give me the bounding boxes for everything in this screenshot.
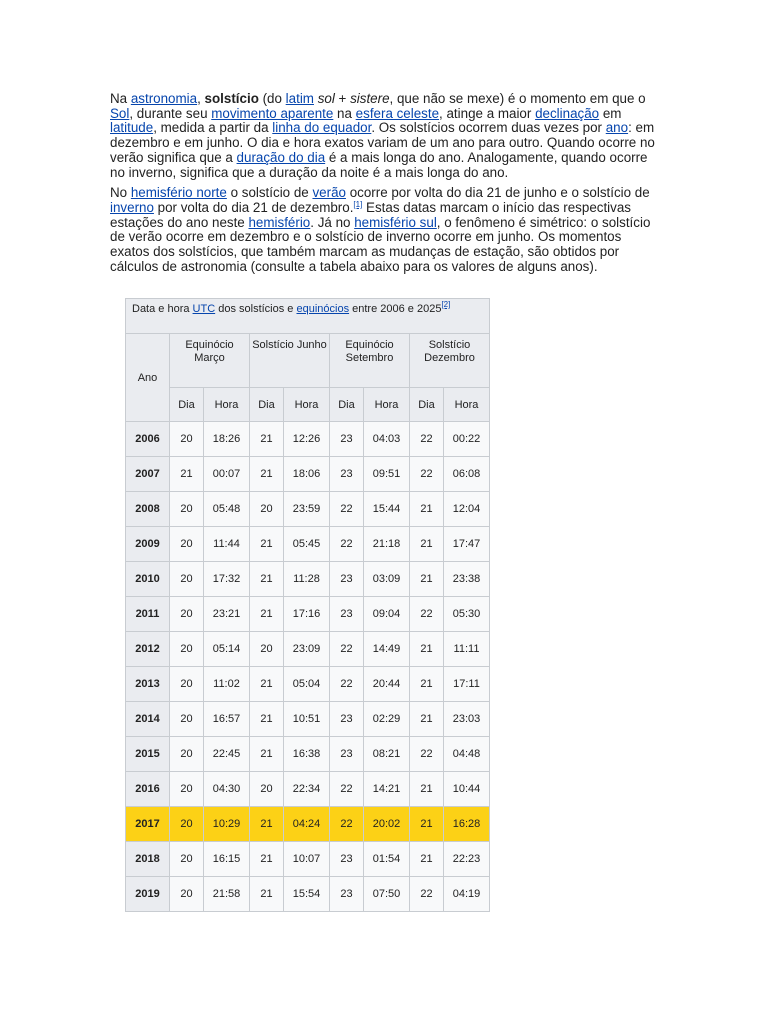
column-header-dia: Dia (330, 388, 364, 422)
text: , (197, 91, 205, 106)
day-cell: 20 (170, 422, 204, 457)
time-cell: 04:19 (444, 877, 490, 912)
reference-1 (353, 200, 362, 209)
text: entre 2006 e 2025 (349, 303, 442, 315)
link-equinocios[interactable]: equinócios (296, 303, 350, 315)
day-cell: 21 (250, 422, 284, 457)
day-cell: 20 (170, 842, 204, 877)
day-cell: 23 (330, 422, 364, 457)
reference-link-2[interactable]: [2] (441, 300, 451, 309)
solstice-table (125, 298, 490, 912)
time-cell: 15:54 (284, 877, 330, 912)
year-cell: 2008 (126, 492, 170, 527)
day-cell: 23 (330, 877, 364, 912)
table-row (126, 807, 490, 842)
day-cell: 21 (410, 842, 444, 877)
time-cell: 05:48 (204, 492, 250, 527)
day-cell: 23 (330, 562, 364, 597)
day-cell: 20 (250, 772, 284, 807)
day-cell: 21 (410, 807, 444, 842)
column-group-equinocio-setembro: Equinócio Setembro (330, 334, 410, 388)
table-row (126, 457, 490, 492)
time-cell: 00:22 (444, 422, 490, 457)
table-row (126, 842, 490, 877)
text: ocorre por volta do dia 21 de junho e o solstício de (345, 185, 650, 201)
text: na (333, 105, 356, 121)
text: : em dezembro e em junho. O dia e hora exatos variam de um ano para outro. Quando ocorre no verão significa que a (110, 120, 655, 165)
year-cell: 2013 (126, 667, 170, 702)
day-cell: 20 (170, 772, 204, 807)
day-cell: 22 (410, 597, 444, 632)
day-cell: 20 (170, 562, 204, 597)
year-cell: 2014 (126, 702, 170, 737)
time-cell: 09:04 (364, 597, 410, 632)
time-cell: 20:44 (364, 667, 410, 702)
paragraph-hemispheres (110, 186, 662, 274)
time-cell: 04:24 (284, 807, 330, 842)
text: . Os solstícios ocorrem duas vezes por (371, 120, 606, 136)
year-cell: 2017 (126, 807, 170, 842)
day-cell: 21 (250, 562, 284, 597)
time-cell: 16:15 (204, 842, 250, 877)
time-cell: 17:11 (444, 667, 490, 702)
day-cell: 20 (170, 667, 204, 702)
column-header-dia: Dia (410, 388, 444, 422)
column-header-dia: Dia (250, 388, 284, 422)
day-cell: 20 (250, 632, 284, 667)
link-movimento-aparente[interactable]: movimento aparente (211, 105, 334, 121)
time-cell: 23:03 (444, 702, 490, 737)
time-cell: 04:48 (444, 737, 490, 772)
day-cell: 21 (410, 527, 444, 562)
day-cell: 22 (330, 527, 364, 562)
day-cell: 21 (250, 877, 284, 912)
link-hemisferio[interactable]: hemisfério (248, 214, 311, 230)
day-cell: 22 (330, 807, 364, 842)
day-cell: 20 (170, 597, 204, 632)
time-cell: 04:03 (364, 422, 410, 457)
text: . Já no (310, 214, 355, 230)
table-row (126, 737, 490, 772)
year-cell: 2018 (126, 842, 170, 877)
time-cell: 17:16 (284, 597, 330, 632)
text: No (110, 185, 131, 201)
time-cell: 20:02 (364, 807, 410, 842)
day-cell: 22 (330, 632, 364, 667)
day-cell: 20 (170, 527, 204, 562)
day-cell: 21 (250, 457, 284, 492)
paragraph-intro (110, 92, 662, 180)
time-cell: 15:44 (364, 492, 410, 527)
day-cell: 20 (170, 632, 204, 667)
time-cell: 23:21 (204, 597, 250, 632)
time-cell: 14:49 (364, 632, 410, 667)
time-cell: 05:45 (284, 527, 330, 562)
day-cell: 21 (410, 667, 444, 702)
day-cell: 21 (410, 772, 444, 807)
day-cell: 21 (250, 667, 284, 702)
column-header-hora: Hora (364, 388, 410, 422)
text: Na (110, 91, 131, 106)
time-cell: 22:45 (204, 737, 250, 772)
time-cell: 22:23 (444, 842, 490, 877)
time-cell: 17:32 (204, 562, 250, 597)
day-cell: 22 (330, 772, 364, 807)
table-row (126, 562, 490, 597)
table-row (126, 702, 490, 737)
day-cell: 20 (170, 877, 204, 912)
reference-2 (441, 300, 450, 309)
day-cell: 20 (170, 492, 204, 527)
link-verao[interactable]: verão (312, 185, 346, 201)
time-cell: 22:34 (284, 772, 330, 807)
day-cell: 23 (330, 702, 364, 737)
year-cell: 2019 (126, 877, 170, 912)
day-cell: 23 (330, 737, 364, 772)
article-content (110, 92, 662, 280)
time-cell: 09:51 (364, 457, 410, 492)
time-cell: 05:30 (444, 597, 490, 632)
text: por volta do dia 21 de dezembro. (153, 199, 354, 215)
day-cell: 22 (330, 667, 364, 702)
day-cell: 21 (250, 807, 284, 842)
text: , que não se mexe) é o momento em que o (389, 91, 646, 106)
day-cell: 20 (170, 807, 204, 842)
time-cell: 12:26 (284, 422, 330, 457)
day-cell: 22 (410, 422, 444, 457)
year-cell: 2010 (126, 562, 170, 597)
time-cell: 21:18 (364, 527, 410, 562)
day-cell: 22 (410, 877, 444, 912)
link-sol[interactable]: Sol (110, 105, 130, 121)
term-sol: sol (317, 91, 335, 106)
term-sistere: sistere (350, 91, 390, 106)
time-cell: 10:07 (284, 842, 330, 877)
time-cell: 10:29 (204, 807, 250, 842)
table-row (126, 527, 490, 562)
time-cell: 12:04 (444, 492, 490, 527)
time-cell: 10:51 (284, 702, 330, 737)
link-latitude[interactable]: latitude (110, 120, 154, 136)
table-row (126, 877, 490, 912)
link-ano[interactable]: ano (605, 120, 629, 136)
text: , atinge a maior (439, 105, 536, 121)
column-header-dia: Dia (170, 388, 204, 422)
table-row (126, 632, 490, 667)
year-cell: 2016 (126, 772, 170, 807)
text: , durante seu (129, 105, 212, 121)
column-group-equinocio-marco: Equinócio Março (170, 334, 250, 388)
table-row (126, 422, 490, 457)
time-cell: 10:44 (444, 772, 490, 807)
table-caption (126, 299, 490, 334)
time-cell: 23:59 (284, 492, 330, 527)
link-hemisferio-sul[interactable]: hemisfério sul (354, 214, 437, 230)
time-cell: 11:02 (204, 667, 250, 702)
time-cell: 23:38 (444, 562, 490, 597)
column-header-ano: Ano (126, 334, 170, 422)
time-cell: 06:08 (444, 457, 490, 492)
column-header-hora: Hora (284, 388, 330, 422)
link-astronomia[interactable]: astronomia (130, 91, 198, 106)
day-cell: 21 (250, 597, 284, 632)
day-cell: 21 (410, 632, 444, 667)
day-cell: 21 (250, 842, 284, 877)
time-cell: 11:11 (444, 632, 490, 667)
text: + (334, 91, 351, 106)
link-utc[interactable]: UTC (192, 303, 216, 315)
time-cell: 05:14 (204, 632, 250, 667)
time-cell: 04:30 (204, 772, 250, 807)
link-inverno[interactable]: inverno (110, 199, 154, 215)
year-cell: 2011 (126, 597, 170, 632)
text: em (599, 105, 622, 121)
day-cell: 21 (410, 562, 444, 597)
time-cell: 16:57 (204, 702, 250, 737)
text: , o fenômeno é simétrico: o solstício de verão ocorre em dezembro e o solstício de inverno ocorre em junho. Os momentos exatos dos solstícios, que também marcam as mudanças de estação, são obtidos por cálculos de astronomia (consulte a tabela abaixo para os valores de alguns anos). (110, 214, 651, 274)
day-cell: 22 (410, 737, 444, 772)
year-cell: 2007 (126, 457, 170, 492)
year-cell: 2015 (126, 737, 170, 772)
time-cell: 21:58 (204, 877, 250, 912)
link-declinacao[interactable]: declinação (535, 105, 600, 121)
link-latim[interactable]: latim (285, 91, 314, 106)
table-row (126, 772, 490, 807)
day-cell: 20 (170, 702, 204, 737)
time-cell: 03:09 (364, 562, 410, 597)
time-cell: 11:44 (204, 527, 250, 562)
text: dos solstícios e (215, 303, 297, 315)
time-cell: 17:47 (444, 527, 490, 562)
text: , medida a partir da (153, 120, 273, 136)
reference-link-1[interactable]: [1] (353, 199, 363, 209)
time-cell: 08:21 (364, 737, 410, 772)
text: (do (258, 91, 286, 106)
time-cell: 16:28 (444, 807, 490, 842)
year-cell: 2012 (126, 632, 170, 667)
text: Estas datas marcam o início das respectivas estações do ano neste (110, 199, 631, 230)
day-cell: 20 (250, 492, 284, 527)
day-cell: 21 (170, 457, 204, 492)
time-cell: 07:50 (364, 877, 410, 912)
table-row (126, 667, 490, 702)
table-body (126, 422, 490, 912)
text: é a mais longa do ano. Analogamente, quando ocorre no inverno, significa que a duração da noite é a mais longa do ano. (110, 149, 648, 180)
time-cell: 00:07 (204, 457, 250, 492)
year-cell: 2006 (126, 422, 170, 457)
time-cell: 02:29 (364, 702, 410, 737)
time-cell: 11:28 (284, 562, 330, 597)
time-cell: 05:04 (284, 667, 330, 702)
text: Data e hora (132, 303, 193, 315)
link-hemisferio-norte[interactable]: hemisfério norte (130, 185, 227, 201)
day-cell: 21 (250, 702, 284, 737)
day-cell: 22 (410, 457, 444, 492)
column-header-hora: Hora (204, 388, 250, 422)
day-cell: 23 (330, 597, 364, 632)
time-cell: 18:06 (284, 457, 330, 492)
time-cell: 14:21 (364, 772, 410, 807)
day-cell: 23 (330, 842, 364, 877)
column-header-hora: Hora (444, 388, 490, 422)
table-row (126, 492, 490, 527)
column-group-solsticio-dezembro: Solstício Dezembro (410, 334, 490, 388)
link-duracao-do-dia[interactable]: duração do dia (236, 149, 326, 165)
term-solsticio: solstício (204, 91, 259, 106)
link-linha-do-equador[interactable]: linha do equador (272, 120, 372, 136)
link-esfera-celeste[interactable]: esfera celeste (355, 105, 440, 121)
year-cell: 2009 (126, 527, 170, 562)
column-group-solsticio-junho: Solstício Junho (250, 334, 330, 388)
day-cell: 21 (250, 527, 284, 562)
table-row (126, 597, 490, 632)
time-cell: 16:38 (284, 737, 330, 772)
day-cell: 21 (410, 702, 444, 737)
day-cell: 21 (250, 737, 284, 772)
day-cell: 20 (170, 737, 204, 772)
text: o solstício de (226, 185, 313, 201)
day-cell: 23 (330, 457, 364, 492)
day-cell: 22 (330, 492, 364, 527)
time-cell: 18:26 (204, 422, 250, 457)
time-cell: 01:54 (364, 842, 410, 877)
day-cell: 21 (410, 492, 444, 527)
time-cell: 23:09 (284, 632, 330, 667)
